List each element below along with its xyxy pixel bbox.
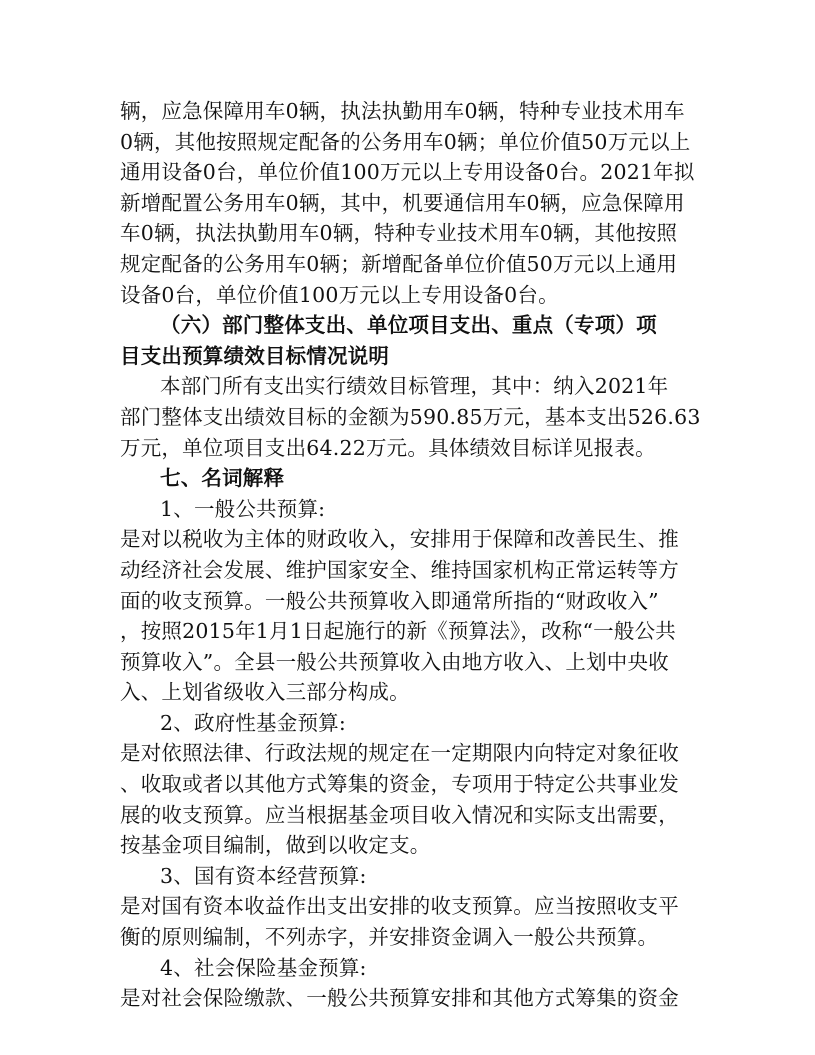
body-text-line: 通用设备0台，单位价值100万元以上专用设备0台。2021年拟 — [120, 160, 695, 185]
body-text-line: 设备0台，单位价值100万元以上专用设备0台。 — [120, 282, 559, 307]
document-body — [120, 96, 701, 1014]
body-text-line: 面的收支预算。一般公共预算收入即通常所指的“财政收入” — [120, 588, 659, 613]
body-text-line: 按基金项目编制，做到以收定支。 — [120, 833, 431, 858]
body-text-line: ，按照2015年1月1日起施行的新《预算法》，改称“一般公共 — [120, 619, 676, 644]
body-text-line: 3、国有资本经营预算: — [160, 863, 367, 888]
body-text-line: 、收取或者以其他方式筹集的资金，专项用于特定公共事业发 — [120, 772, 679, 797]
body-text-line: 是对社会保险缴款、一般公共预算安排和其他方式筹集的资金 — [120, 986, 679, 1011]
body-text-line: 万元，单位项目支出64.22万元。具体绩效目标详见报表。 — [120, 435, 656, 460]
body-text-line: 新增配置公务用车0辆，其中，机要通信用车0辆，应急保障用 — [120, 190, 685, 215]
body-text-line: 1、一般公共预算: — [160, 496, 326, 521]
section-heading-line: 目支出预算绩效目标情况说明 — [120, 343, 390, 368]
body-text-line: 是对以税收为主体的财政收入，安排用于保障和改善民生、推 — [120, 527, 679, 552]
body-text-line: 辆，应急保障用车0辆，执法执勤用车0辆，特种专业技术用车 — [120, 99, 685, 123]
body-text-line: 0辆，其他按照规定配备的公务用车0辆；单位价值50万元以上 — [120, 129, 691, 154]
body-text-line: 动经济社会发展、维护国家安全、维持国家机构正常运转等方 — [120, 557, 679, 582]
body-text-line: 预算收入”。全县一般公共预算收入由地方收入、上划中央收 — [120, 649, 669, 674]
body-text-line: 是对国有资本收益作出支出安排的收支预算。应当按照收支平 — [120, 894, 679, 919]
body-text-line: 4、社会保险基金预算: — [160, 955, 367, 980]
section-heading-line: （六）部门整体支出、单位项目支出、重点（专项）项 — [160, 313, 657, 338]
body-text-line: 车0辆，执法执勤用车0辆，特种专业技术用车0辆，其他按照 — [120, 221, 678, 246]
body-text-line: 衡的原则编制，不列赤字，并安排资金调入一般公共预算。 — [120, 925, 659, 950]
section-heading-line: 七、名词解释 — [160, 466, 285, 491]
body-text-line: 2、政府性基金预算: — [160, 710, 346, 735]
body-text-line: 展的收支预算。应当根据基金项目收入情况和实际支出需要， — [120, 802, 679, 827]
body-text-line: 入、上划省级收入三部分构成。 — [120, 680, 410, 705]
body-text-line: 是对依照法律、行政法规的规定在一定期限内向特定对象征收 — [120, 741, 679, 766]
body-text-line: 部门整体支出绩效目标的金额为590.85万元，基本支出526.63 — [120, 404, 701, 429]
body-text-line: 本部门所有支出实行绩效目标管理，其中：纳入2021年 — [160, 374, 669, 399]
body-text-line: 规定配备的公务用车0辆；新增配备单位价值50万元以上通用 — [120, 251, 678, 276]
